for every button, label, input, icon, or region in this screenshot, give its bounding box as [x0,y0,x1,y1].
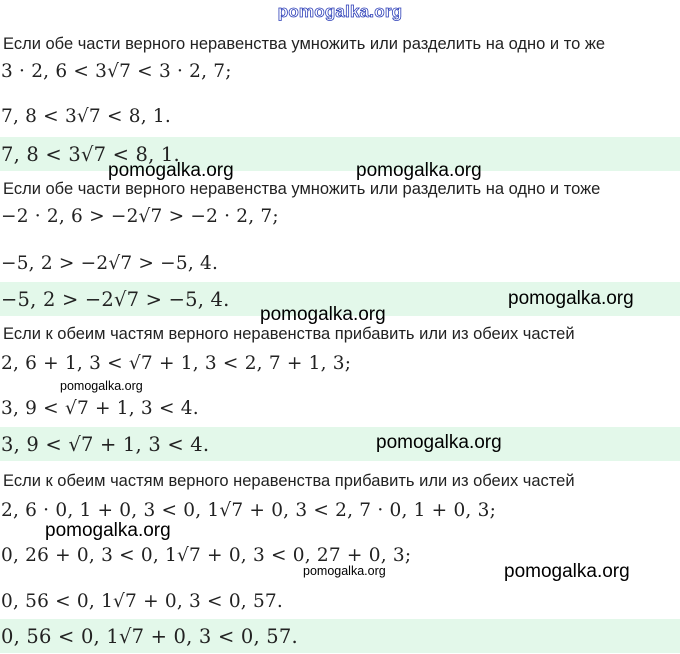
inequality-1-step-2: 7, 8 < 3√7 < 8, 1. [1,106,171,127]
inequality-4-step-1: 2, 6 · 0, 1 + 0, 3 < 0, 1√7 + 0, 3 < 2, 7 · 0, 1 + 0, 3; [1,500,497,521]
watermark: pomogalka.org [60,379,143,393]
inequality-3-answer: 3, 9 < √7 + 1, 3 < 4. [1,433,210,456]
inequality-4-answer: 0, 56 < 0, 1√7 + 0, 3 < 0, 57. [1,625,298,648]
inequality-2-step-2: −5, 2 > −2√7 > −5, 4. [1,253,219,274]
answer-highlight-3 [0,427,680,461]
rule-sentence-3: Если к обеим частям верного неравенства прибавить или из обеих частей [3,325,575,343]
answer-highlight-1 [0,137,680,171]
inequality-4-step-2: 0, 26 + 0, 3 < 0, 1√7 + 0, 3 < 0, 27 + 0, 3; [1,545,412,566]
inequality-2-step-1: −2 · 2, 6 > −2√7 > −2 · 2, 7; [1,206,279,227]
watermark: pomogalka.org [45,520,171,541]
rule-sentence-2: Если обе части верного неравенства умножить или разделить на одно и тоже [3,180,601,198]
inequality-2-answer: −5, 2 > −2√7 > −5, 4. [1,288,230,311]
watermark: pomogalka.org [356,160,482,181]
inequality-3-step-1: 2, 6 + 1, 3 < √7 + 1, 3 < 2, 7 + 1, 3; [1,353,352,374]
watermark: pomogalka.org [504,561,630,582]
watermark: pomogalka.org [260,304,386,325]
inequality-1-answer: 7, 8 < 3√7 < 8, 1. [1,143,180,166]
watermark: pomogalka.org [303,564,386,578]
inequality-1-step-1: 3 · 2, 6 < 3√7 < 3 · 2, 7; [1,61,232,82]
inequality-4-step-3: 0, 56 < 0, 1√7 + 0, 3 < 0, 57. [1,591,283,612]
watermark: pomogalka.org [376,432,502,453]
site-link[interactable]: pomogalka.org [277,2,403,21]
watermark: pomogalka.org [108,160,234,181]
rule-sentence-4: Если к обеим частям верного неравенства прибавить или из обеих частей [3,472,575,490]
rule-sentence-1: Если обе части верного неравенства умножить или разделить на одно и то же [3,35,606,53]
watermark: pomogalka.org [508,288,634,309]
inequality-3-step-2: 3, 9 < √7 + 1, 3 < 4. [1,398,199,419]
answer-highlight-4 [0,619,680,653]
